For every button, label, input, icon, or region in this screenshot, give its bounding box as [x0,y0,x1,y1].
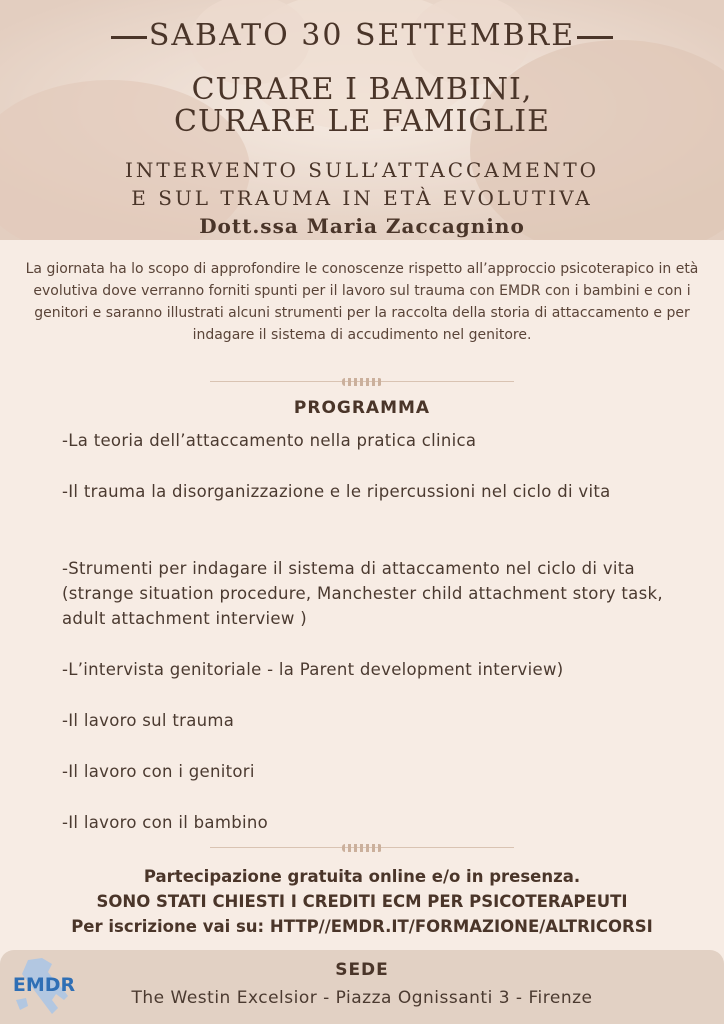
registration-info [0,864,724,939]
subtitle-line-2: E SUL TRAUMA IN ETÀ EVOLUTIVA [131,186,593,210]
title-line-2: CURARE LE FAMIGLIE [174,104,550,139]
dash-left [111,36,147,39]
divider-ornament [342,378,382,386]
programma-heading: PROGRAMMA [293,398,431,418]
sede-heading: SEDE [335,960,389,980]
programma-item: -Il lavoro con il bambino [62,813,269,832]
subtitle-line-1: INTERVENTO SULL’ATTACCAMENTO [124,158,600,182]
programma-item: -Strumenti per indagare il sistema di attaccamento nel ciclo di vita (strange situation procedure, Manchester child attachment story task, adult attachment interview ) [62,559,663,628]
speaker-name: Dott.ssa Maria Zaccagnino [199,214,525,238]
ecm-credits-note: SONO STATI CHIESTI I CREDITI ECM PER PSICOTERAPEUTI [96,892,628,911]
divider-bottom [210,843,514,853]
intro-paragraph: La giornata ha lo scopo di approfondire le conoscenze rispetto all’approccio psicoterapico in età evolutiva dove verranno forniti spunti per il lavoro sul trauma con EMDR con i bambini e con i genitori e saranno illustrati alcuni strumenti per la raccolta della storia di attaccamento e per indagare il sistema di accudimento nel genitore. [25,261,699,343]
registration-link[interactable]: Per iscrizione vai su: HTTP//EMDR.IT/FORMAZIONE/ALTRICORSI [71,917,653,936]
title-line-1: CURARE I BAMBINI, [191,72,533,107]
sede-address: The Westin Excelsior - Piazza Ognissanti 3 - Firenze [131,988,593,1008]
programma-item: -L’intervista genitoriale - la Parent development interview) [62,660,564,679]
divider-ornament [342,844,382,852]
programma-item: -Il lavoro sul trauma [62,711,235,730]
divider-top [210,377,514,387]
event-date [0,18,724,53]
programma-item: -Il trauma la disorganizzazione e le ripercussioni nel ciclo di vita [62,482,611,501]
event-title [0,74,724,138]
dash-right [577,36,613,39]
emdr-logo: EMDR [12,974,76,996]
participation-note: Partecipazione gratuita online e/o in presenza. [143,867,581,886]
programma-item: -La teoria dell’attaccamento nella pratica clinica [62,431,477,450]
programma-item: -Il lavoro con i genitori [62,762,255,781]
hero-image [0,0,724,240]
event-subtitle [0,156,724,212]
date-text: SABATO 30 SETTEMBRE [148,18,576,53]
